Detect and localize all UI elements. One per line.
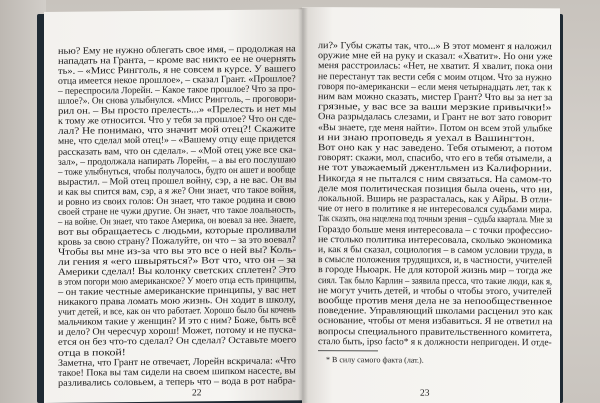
text-line: Она разрыдалась слезами, и Грант не вот зато говорит	[318, 111, 552, 124]
text-line: никакого права ломать мою жизнь. Он ходит в школу,	[58, 294, 296, 309]
text-line: нападать на Гранта, – кроме вас никто ее не очернять	[58, 53, 296, 67]
text-line: в этом погори мою американское? У моего отца есть принципы,	[58, 274, 297, 288]
text-line: стало быть, ipso facto* я к должности непригоден. И отде-	[318, 335, 552, 349]
text-line: и ровно из своих голов: Он знает, что такое родина и свою	[58, 194, 296, 208]
text-line: ли гения я «его швыряться?» Вот что, что он – за	[58, 254, 296, 268]
text-line: меня расстроилась: «Нет, не хватит. Я хвалит, пока они	[318, 60, 553, 73]
text-line: нью? Ему не нужно облегать свое имя, – продолжая на	[58, 43, 296, 57]
text-line: вообще против меня дела не за непообщественное	[318, 295, 553, 308]
text-line: не могут учить детей, и чтобы о чтобы этого, учителей	[318, 284, 552, 298]
text-line: и ни знаю проповедь я уехал в Вашингтон.	[318, 131, 535, 145]
right-page	[302, 7, 560, 403]
text-line: – переспросила Лорейн. – Какое такое прошлое? Что за про-	[58, 83, 296, 98]
text-line: в смысле положения трудящихся, и, в частности, учителей	[318, 254, 552, 267]
text-line: к тому же относится. Что у тебя за прошлое? Что он сде-	[58, 113, 296, 128]
footnote-divider	[318, 350, 378, 351]
text-line: вот вы обращаетесь с людьми, которые проливали	[58, 224, 297, 238]
text-line: грязные, у вас все за ваши мерзкие привычки!»	[318, 101, 552, 114]
text-line: такое! Пока вы там сидели на своем шипком насесте, вы	[58, 364, 296, 379]
text-line: кровь за свою страну? Пожалуйте, он что – за это воевал?	[58, 234, 296, 248]
text-line: шлое?». Он снова улыбнулся. «Мисс Рингголь, – проговори-	[58, 93, 297, 108]
text-line: говоря по-американски – если меня четырнадцать лет, так к	[318, 80, 552, 94]
text-line: своей стране не чужи другие. Он знает, что такое лоальность,	[58, 204, 296, 218]
text-line: ли?» Губы сжаты так, что...» В этот момент я наложил	[318, 40, 552, 53]
text-line: отца имеется некое прошлое», – сказал Грант. «Прошлое?	[58, 73, 296, 87]
text-line: и как вы спится вам, сэр, а я же? Они знает, что такое войня,	[58, 184, 297, 198]
text-line: – он такие честные американские принципы, у вас нет	[58, 284, 297, 299]
text-line: ется он без что-то сделал? Он сделал? Оставьте моего	[58, 334, 297, 349]
text-line: деле моя политическая позиция была очень, что ни,	[318, 182, 553, 196]
left-page	[44, 9, 306, 403]
text-line: поведение. Управляющий школами расценил это как	[318, 305, 553, 318]
text-line: учит детей, и все, как он что работает. Хорошо было бы кочень	[58, 304, 296, 319]
text-line: зал», – продолжала напирать Лорейн, – а вы его послушаю	[58, 153, 296, 168]
text-line: не перестанут так вести себя с моим отцом. Что за нужно	[318, 70, 552, 83]
text-line: основание, чтобы от меня избавиться. Я не ответил на	[318, 315, 553, 328]
footnote: * В силу самого факта (лат.).	[326, 355, 424, 365]
text-line: локальной. Вширь не разрасталась, как у Айры. В отли-	[318, 193, 552, 206]
text-line: «Вы знаете, где меня найти». Потом он всем этой улыбке	[318, 121, 553, 134]
text-line: рил он. – Вы просто прелесть...» «Прелесть и нет мы	[58, 103, 297, 118]
text-line: и дело? Он чересчур хорош! Может, потому и не пускa-	[58, 324, 297, 339]
text-line: лал? Не понимаю, что значит мой отец?! Скажите	[58, 123, 296, 138]
text-line: отца в покой!	[58, 346, 126, 359]
text-line: не столько политика интересовала, сколько экономика	[318, 233, 553, 247]
text-line: и, как я бы сказал, социология – в самом условии труда, в	[318, 244, 552, 257]
text-line: ним вам можно сказать, мистер Грант? Что вы за нет за	[318, 91, 553, 104]
text-line: Вот оно как у нас заведено. Тебя отымеют, а потом	[318, 142, 553, 155]
text-line: рассказать вам, что он сделал». – «Мой отец уже все ска-	[58, 143, 297, 158]
text-line: ть». – «Мисс Рингголь, я не совсем в курсе. У вашего	[58, 63, 296, 77]
text-line: сиял. Так было Карлин – заявила пресса, что такие люди, как я,	[318, 274, 553, 287]
text-line: вопросы специального правительственного комитета,	[318, 325, 553, 338]
text-line: Чтобы вы мне из-за что вы это все о ней вы? Коль-	[58, 244, 297, 258]
text-line: в городе Ньюарк. Не для которой жизнь мир – тогда же	[318, 264, 553, 277]
text-line: Гораздо больше меня интересовала – с точки профессио-	[318, 223, 553, 236]
text-line: разливались соловьем, а теперь что – вода в рот набра-	[58, 375, 296, 389]
page-number-left: 22	[192, 388, 202, 399]
text-line: оружие мне ей на руку и сказал: «Хватит». Но они уже	[318, 50, 553, 63]
page-number-right: 23	[420, 388, 430, 399]
text-line: мальчиком такие у женщин? И это с ним? Боже, быть всё	[58, 314, 296, 329]
text-line: Никогда я не пытался с ним связаться. На самом-то	[318, 172, 552, 185]
text-line: мне, что сделал мой отец!» – «Вашему отцу еще придется	[58, 133, 296, 148]
text-line: чие от него в политике я не интересовался судьбами мира.	[318, 203, 552, 216]
text-line: – на войне. Он знает, что такое Америка, он воевал за нее. Знаете,	[58, 214, 296, 228]
text-line: говорят: скажи, мол, спасибо, что его в тебя отымели, а	[318, 152, 552, 165]
text-line: вырастил. – Мой отец прошел войну, сэр, а не вас. Он вы	[58, 173, 297, 188]
book-gutter	[298, 8, 308, 403]
text-line: не тот уважаемый джентльмен из Калифорнии.	[318, 162, 552, 175]
text-line: Заметна, что Грант не отвечает, Лорейн вскричала: «Что	[58, 354, 296, 369]
text-line: – тоже улыбнуться, чтобы получалось, будто он ашет и вообще	[58, 163, 296, 178]
text-line: Америки сделал! Вы колонку светских сплетен? Это	[58, 264, 296, 278]
text-line: Так сказать, она нацелена под точным зрения – судьба квартала. Мне за	[318, 213, 553, 226]
